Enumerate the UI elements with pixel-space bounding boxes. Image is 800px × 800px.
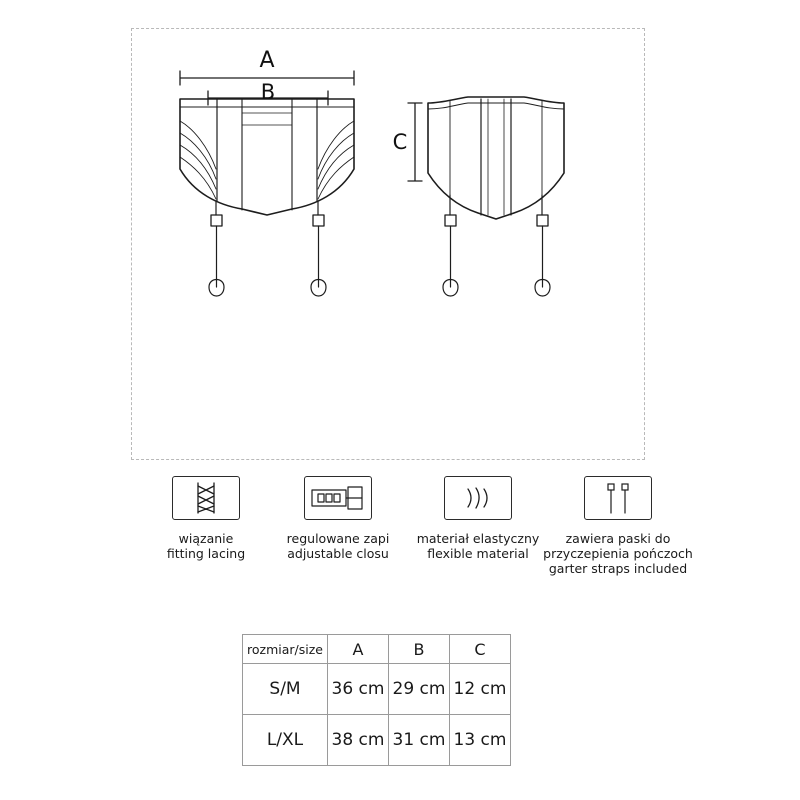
cell-c: 13 cm — [450, 715, 511, 766]
measure-label-c: C — [392, 130, 408, 154]
feature-caption-line2: flexible material — [427, 546, 529, 561]
garter-straps-icon — [584, 476, 652, 520]
feature-caption-line2: fitting lacing — [166, 546, 246, 561]
cell-a: 36 cm — [328, 664, 389, 715]
table-row — [243, 715, 511, 766]
lacing-icon — [172, 476, 240, 520]
cell-size: L/XL — [243, 715, 328, 766]
size-table-body — [243, 664, 511, 766]
feature-caption — [131, 531, 281, 561]
cell-b: 31 cm — [389, 715, 450, 766]
table-header-row — [243, 635, 511, 664]
feature-caption-line1: materiał elastyczny — [416, 531, 540, 546]
header-b: B — [389, 635, 450, 664]
feature-caption — [403, 531, 553, 561]
header-c: C — [450, 635, 511, 664]
size-table-head — [243, 635, 511, 664]
feature-caption-line2: przyczepienia pończoch — [543, 546, 693, 561]
measure-label-a: A — [259, 48, 275, 73]
cell-size: S/M — [243, 664, 328, 715]
cell-b: 29 cm — [389, 664, 450, 715]
cell-a: 38 cm — [328, 715, 389, 766]
garter-belt-diagram — [132, 29, 646, 461]
adjustable-clasp-icon — [304, 476, 372, 520]
size-table — [242, 634, 511, 766]
diagram-panel — [131, 28, 645, 460]
feature-item-adjustable-closure — [263, 476, 413, 561]
feature-list — [131, 476, 693, 611]
feature-caption-line1: wiązanie — [178, 531, 234, 546]
feature-caption — [543, 531, 693, 576]
feature-item-lacing — [131, 476, 281, 561]
header-a: A — [328, 635, 389, 664]
table-row — [243, 664, 511, 715]
feature-caption — [263, 531, 413, 561]
measure-label-b: B — [260, 80, 276, 104]
feature-item-garter-straps — [543, 476, 693, 576]
feature-caption-line3: garter straps included — [548, 561, 688, 576]
elastic-material-icon — [444, 476, 512, 520]
cell-c: 12 cm — [450, 664, 511, 715]
feature-item-flexible-material — [403, 476, 553, 561]
feature-caption-line1: regulowane zapi — [286, 531, 390, 546]
feature-caption-line1: zawiera paski do — [565, 531, 671, 546]
feature-caption-line2: adjustable closu — [287, 546, 389, 561]
header-size-label: rozmiar/size — [243, 635, 328, 664]
